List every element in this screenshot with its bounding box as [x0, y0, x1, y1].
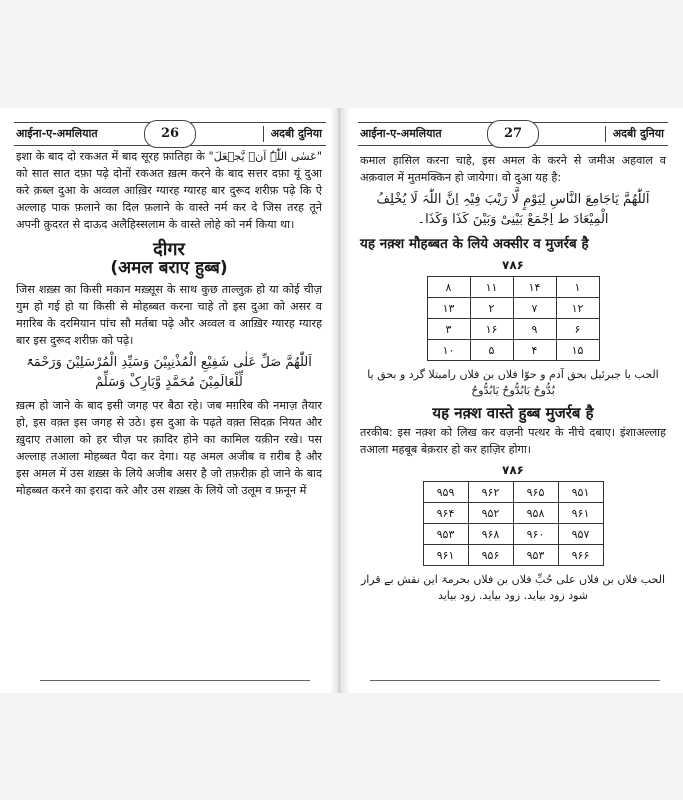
publisher-name: अदबी दुनिया	[271, 123, 322, 145]
grid-cell: ۹۶۱	[558, 503, 603, 524]
grid-cell: ۳	[427, 319, 470, 340]
grid-cell: ۹۵۳	[513, 545, 558, 566]
grid-cell: ۱۲	[556, 298, 599, 319]
naqsh-number: ۷۸۶	[502, 463, 524, 477]
naqsh-grid-1	[427, 276, 600, 361]
paragraph: जिस शख़्स का किसी मकान मख़्सूस के साथ कुछ ताल्लुक़ हो या कोई चीज़ गुम हो गई हो या किसी से मोहब्बत करना चाहे तो इस दुआ को असर व मग़रिब के दरमियान पांच सौ मर्तबा पढ़े और अव्वल व आख़िर ग्यारह ग्यारह बार इस दुरूद शरीफ़ को पढ़े।	[16, 283, 322, 347]
grid-cell: ۱۰	[427, 340, 470, 361]
grid-cell: ۱۶	[470, 319, 513, 340]
grid-cell: ۹۶۱	[423, 545, 468, 566]
paragraph: कमाल हासिल करना चाहे, इस अमल के करने से जमीअ अहवाल व अक़वाल में मुतमक्किन हो जायेगा। वो दुआ यह है:	[360, 154, 666, 184]
grid-cell: ۹۶۰	[513, 524, 558, 545]
book-spread	[0, 108, 683, 693]
grid-cell: ۹۶۴	[423, 503, 468, 524]
grid-cell: ۹۵۸	[513, 503, 558, 524]
naqsh-heading: यह नक़्श मौहब्बत के लिये अक्सीर व मुजर्रब है	[360, 236, 589, 252]
page-header	[14, 122, 326, 146]
grid-cell: ۲	[470, 298, 513, 319]
page-number: 26	[144, 120, 196, 148]
naqsh-number: ۷۸۶	[502, 258, 524, 272]
grid-cell: ۸	[427, 277, 470, 298]
page-body	[360, 152, 666, 610]
urdu-text: الحب فلاں بن فلاں علی حُبِّ فلاں بن فلاں بحرمۃ این نقش بے قرار شود زود بیاید. زود بیاید. زود بیاید	[360, 573, 666, 602]
paragraph: तरकीब: इस नक़्श को लिख कर वज़नी पत्थर के नीचे दबाए। इंशाअल्लाह तआला महबूब बेक़रार हो कर हाज़िर होगा।	[360, 426, 666, 456]
left-page	[0, 108, 338, 693]
naqsh-grid-2	[423, 481, 604, 566]
paragraph: इशा के बाद दो रकअत में बाद सूरह फ़ातिहा के "عَسٰی اللّٰہُ اَنۡ یَّجۡعَلَ" को सात सात दफ़ा पढ़े दोनों रकअत ख़त्म करने के बाद सत्तर दफ़ा यूं दुआ करे क़ब्ल दुआ के अव्वल आख़िर ग्यारह ग्यारह बार दुरूद शरीफ़ पढ़े कि ऐ अल्लाह पाक फ़लाने का दिल फ़लाने के वास्ते नर्म कर दे जिस तरह तूने अपनी क़ुदरत से दाऊद अलैहिस्सलाम के वास्ते लोहे को नर्म किया था।	[16, 150, 322, 231]
grid-cell: ۱۳	[427, 298, 470, 319]
grid-cell: ۹۶۵	[513, 482, 558, 503]
page-header	[358, 122, 668, 146]
grid-cell: ۹	[513, 319, 556, 340]
grid-cell: ۹۵۲	[468, 503, 513, 524]
grid-cell: ۱۵	[556, 340, 599, 361]
arabic-dua: اَللّٰھُمَّ صَلِّ عَلٰی شَفِیْعِ الْمُذْنِبِیْنَ وَسَیِّدِ الْمُرْسَلِیْنَ وَرَحْمَۃً لِّلْعَالَمِیْنَ مُحَمَّدٍ وَّبَارِکْ وَسَلِّمْ	[26, 355, 312, 390]
section-subheading: (अमल बराए हुब्ब)	[110, 258, 228, 278]
publisher-name: अदबी दुनिया	[613, 123, 664, 145]
naqsh-heading: यह नक़्श वास्ते हुब्ब मुजर्रब है	[432, 404, 594, 422]
grid-cell: ۹۵۶	[468, 545, 513, 566]
footer-rule	[370, 680, 660, 681]
page-body	[16, 148, 322, 499]
right-page	[340, 108, 683, 693]
grid-cell: ۶	[556, 319, 599, 340]
grid-cell: ۹۵۱	[558, 482, 603, 503]
grid-cell: ۱	[556, 277, 599, 298]
grid-cell: ۴	[513, 340, 556, 361]
grid-cell: ۱۱	[470, 277, 513, 298]
footer-rule	[40, 680, 310, 681]
grid-cell: ۵	[470, 340, 513, 361]
paragraph: ख़त्म हो जाने के बाद इसी जगह पर बैठा रहे। जब मग़रिब की नमाज़ तैयार हो, इस वक़्त इस जगह से उठे। इस दुआ के पढ़ते वक़्त सिदक़ नियत और ख़ुदाए तआला को हर चीज़ पर क़ादिर होने का कामिल यक़ीन रखे। पस अल्लाह तआला मोहब्बत पैदा कर देगा। यह अमल अजीब व ग़रीब है और इस अमल में उस शख़्स के लिये अजीब असर है जो तफ़रीक़ हो जाने के बाद मोहब्बत करने का इरादा करे और उस शख़्स के लिये जो उलूम व फ़नून में	[16, 399, 322, 497]
grid-cell: ۱۴	[513, 277, 556, 298]
arabic-dua: اَللّٰھُمَّ یَاجَامِعَ النَّاسِ لِیَوْمٍ لَّا رَیْبَ فِیْہِ اِنَّ اللّٰہَ لَا یُخْلِفُ الْمِیْعَادَ ط اِجْمَعْ بَیْنِیْ وَبَیْنَ کَذَا وَکَذَا۔	[376, 192, 650, 227]
book-gutter	[330, 108, 350, 693]
grid-cell: ۹۵۷	[558, 524, 603, 545]
grid-cell: ۹۵۹	[423, 482, 468, 503]
book-title: आईना-ए-अमलियात	[360, 127, 442, 140]
book-title: आईना-ए-अमलियात	[16, 127, 98, 140]
page-number: 27	[487, 120, 539, 148]
grid-cell: ۹۶۶	[558, 545, 603, 566]
grid-cell: ۹۶۸	[468, 524, 513, 545]
section-heading: दीगर	[153, 239, 185, 260]
grid-cell: ۷	[513, 298, 556, 319]
grid-cell: ۹۵۳	[423, 524, 468, 545]
urdu-text: الحب یا جبرئیل بحق آدم و حوّا فلاں بن فلاں رامبتلا گرد و بحق یا بُدُّوحُ یَابُدُّوحُ یَابُدُّوحُ	[367, 368, 659, 397]
grid-cell: ۹۶۲	[468, 482, 513, 503]
